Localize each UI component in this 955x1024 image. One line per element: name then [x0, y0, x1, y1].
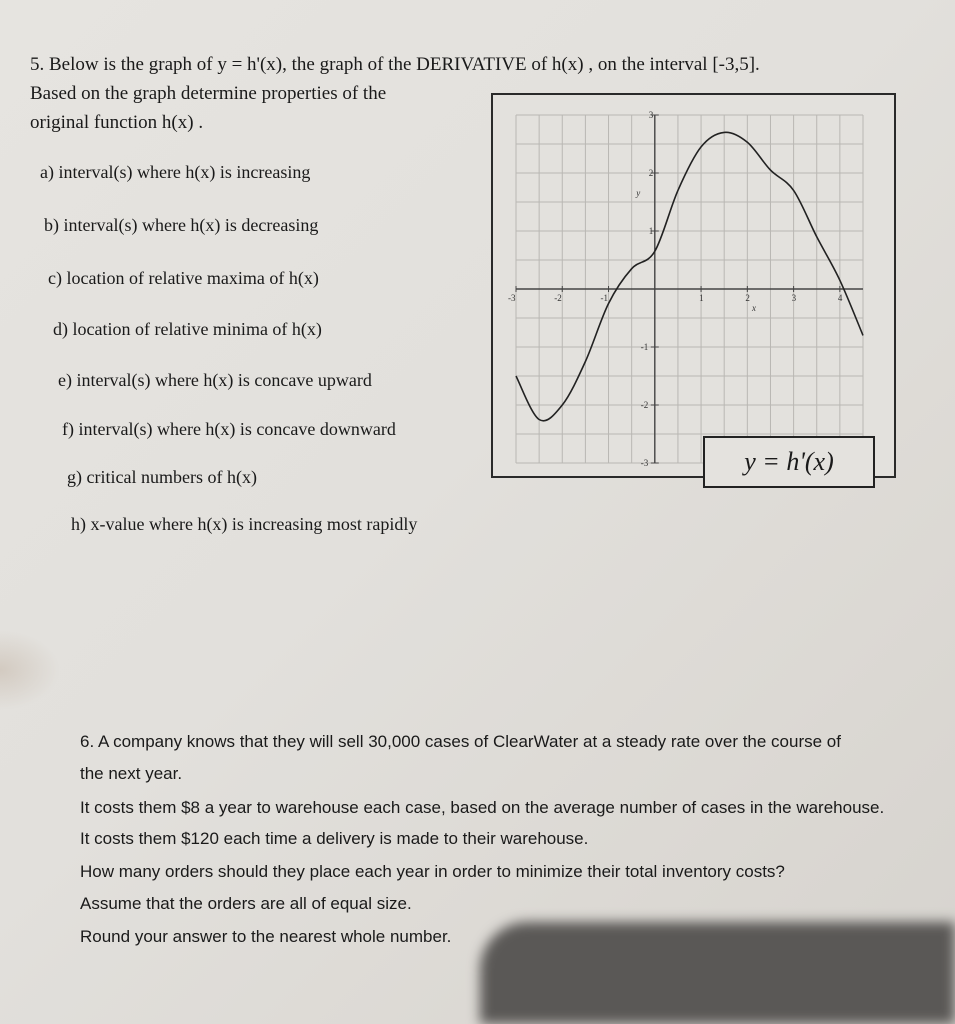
part-d: d) location of relative minima of h(x) — [53, 319, 322, 339]
derivative-graph — [491, 93, 896, 478]
part-a: a) interval(s) where h(x) is increasing — [40, 162, 311, 182]
x-tick-label: 4 — [837, 293, 843, 303]
x-tick-label: 3 — [791, 293, 797, 303]
x-tick-label: -1 — [600, 293, 609, 303]
y-tick-label: -3 — [640, 458, 649, 468]
q5-line-3: original function h(x) . — [30, 112, 204, 133]
part-h: h) x-value where h(x) is increasing most rapidly — [71, 514, 418, 534]
paper-edge-shading — [0, 630, 60, 710]
q6-line-2: the next year. — [80, 764, 183, 783]
derivative-curve — [516, 132, 863, 420]
legend-label: y = h'(x) — [744, 447, 834, 476]
part-b: b) interval(s) where h(x) is decreasing — [44, 215, 319, 235]
q6-line-7: Round your answer to the nearest whole number. — [80, 927, 452, 946]
y-tick-label: -2 — [640, 400, 649, 410]
y-tick-label: -1 — [640, 342, 649, 352]
y-tick-label: 2 — [648, 168, 654, 178]
part-c: c) location of relative maxima of h(x) — [48, 268, 319, 288]
graph-legend — [703, 436, 875, 488]
y-tick-label: 1 — [648, 226, 654, 236]
part-e: e) interval(s) where h(x) is concave upward — [58, 370, 372, 390]
q5-line-1: 5. Below is the graph of y = h'(x), the graph of the DERIVATIVE of h(x) , on the interval [-3,5]. — [30, 54, 760, 75]
q6-line-5: How many orders should they place each year in order to minimize their total inventory costs? — [80, 862, 785, 881]
x-axis-label: x — [751, 303, 756, 313]
part-g: g) critical numbers of h(x) — [67, 467, 257, 487]
q6-line-3: It costs them $8 a year to warehouse each case, based on the average number of cases in the warehouse. — [80, 798, 885, 817]
y-tick-label: 3 — [648, 110, 654, 120]
q6-line-1: 6. A company knows that they will sell 30,000 cases of ClearWater at a steady rate over the course of — [80, 732, 841, 751]
x-tick-label: 2 — [745, 293, 750, 303]
x-tick-label: -2 — [554, 293, 562, 303]
x-tick-label: 1 — [699, 293, 704, 303]
q6-line-4: It costs them $120 each time a delivery is made to their warehouse. — [80, 829, 589, 848]
y-axis-label: y — [636, 188, 641, 199]
x-tick-label: -3 — [508, 293, 516, 303]
part-f: f) interval(s) where h(x) is concave downward — [62, 419, 396, 439]
q5-line-2: Based on the graph determine properties of the — [30, 83, 387, 104]
hand-shadow — [480, 922, 955, 1024]
q6-line-6: Assume that the orders are all of equal size. — [80, 894, 412, 913]
